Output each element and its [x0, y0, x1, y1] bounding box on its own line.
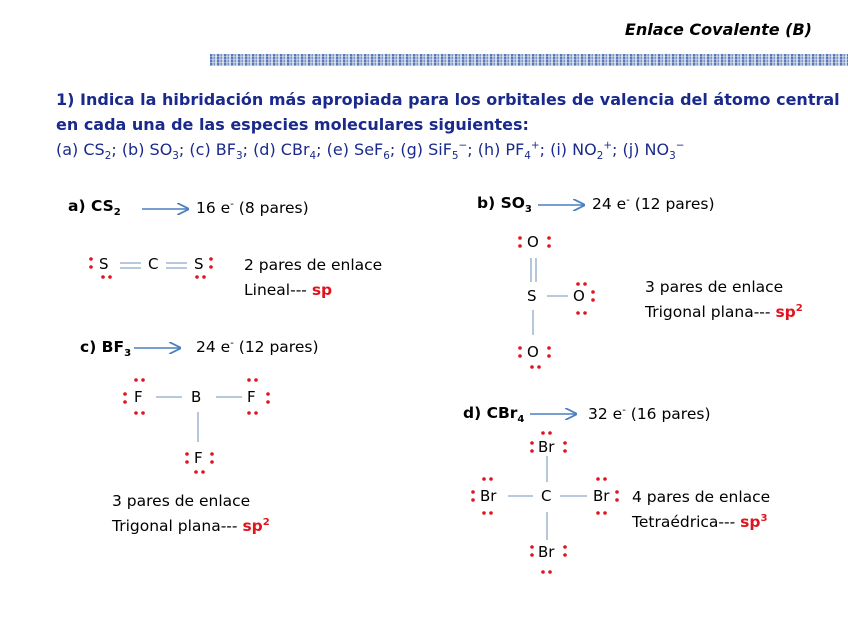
slide-title: Enlace Covalente (B) — [624, 20, 812, 39]
geometry-d: Tetraédrica--- $sp^3$ — [632, 512, 768, 531]
electrons-a: 16 e- (8 pares) — [196, 198, 309, 217]
species-item: (d) CBr$_4$; — [253, 140, 327, 163]
species-item: (e) SeF$_6$; — [326, 140, 401, 163]
label-a: a) $CS_2$ — [68, 197, 121, 219]
atom-o-right: O — [573, 287, 585, 305]
species-item: (g) SiF$_5$−; — [400, 139, 478, 163]
atom-br-left: Br — [480, 487, 497, 505]
label-d: d) CBr$_4$ — [463, 404, 525, 426]
species-item: (j) $NO_3^-$ — [622, 139, 685, 163]
atom-s-central: S — [527, 287, 537, 305]
label-c: c) $BF_3$ — [80, 338, 132, 360]
atom-c: C — [148, 255, 159, 273]
electrons-c: 24 e- (12 pares) — [196, 337, 319, 356]
atom-s-right: S — [194, 255, 204, 273]
so3-bonds — [531, 258, 568, 335]
question-line-2: en cada una de las especies moleculares siguientes: — [56, 115, 529, 134]
atom-c-central: C — [541, 487, 552, 505]
atom-b: B — [191, 388, 202, 406]
atom-f-left: F — [134, 388, 143, 406]
atom-br-bottom: Br — [538, 543, 555, 561]
species-item: (h) $PF_4^+$; — [477, 139, 551, 163]
geometry-a: Lineal--- sp — [244, 281, 333, 299]
geometry-c: Trigonal plana--- $sp^2$ — [112, 516, 270, 535]
atom-o-top: O — [527, 233, 539, 251]
electrons-d: 32 e- (16 pares) — [588, 404, 711, 423]
bonds-c: 3 pares de enlace — [112, 492, 251, 510]
species-item: (c) $BF_3$; — [189, 140, 254, 163]
atom-br-top: Br — [538, 438, 555, 456]
label-b: b) $SO_3$ — [477, 194, 532, 216]
species-item: (a) $CS_2$; — [56, 140, 122, 163]
atom-s-left: S — [99, 255, 109, 273]
species-item: (i) $NO_2^+$; — [550, 139, 623, 163]
bonds-d: 4 pares de enlace — [632, 488, 771, 506]
atom-o-bottom: O — [527, 343, 539, 361]
geometry-b: Trigonal plana--- $sp^2$ — [645, 302, 803, 321]
question-line-1: 1) Indica la hibridación más apropiada para los orbitales de valencia del átomo central — [56, 90, 840, 109]
species-item: (b) $SO_3$; — [121, 140, 190, 163]
atom-f-bottom: F — [194, 449, 203, 467]
atom-br-right: Br — [593, 487, 610, 505]
atom-f-right: F — [247, 388, 256, 406]
bonds-a: 2 pares de enlace — [244, 256, 383, 274]
bonds-b: 3 pares de enlace — [645, 278, 784, 296]
electrons-b: 24 e- (12 pares) — [592, 194, 715, 213]
